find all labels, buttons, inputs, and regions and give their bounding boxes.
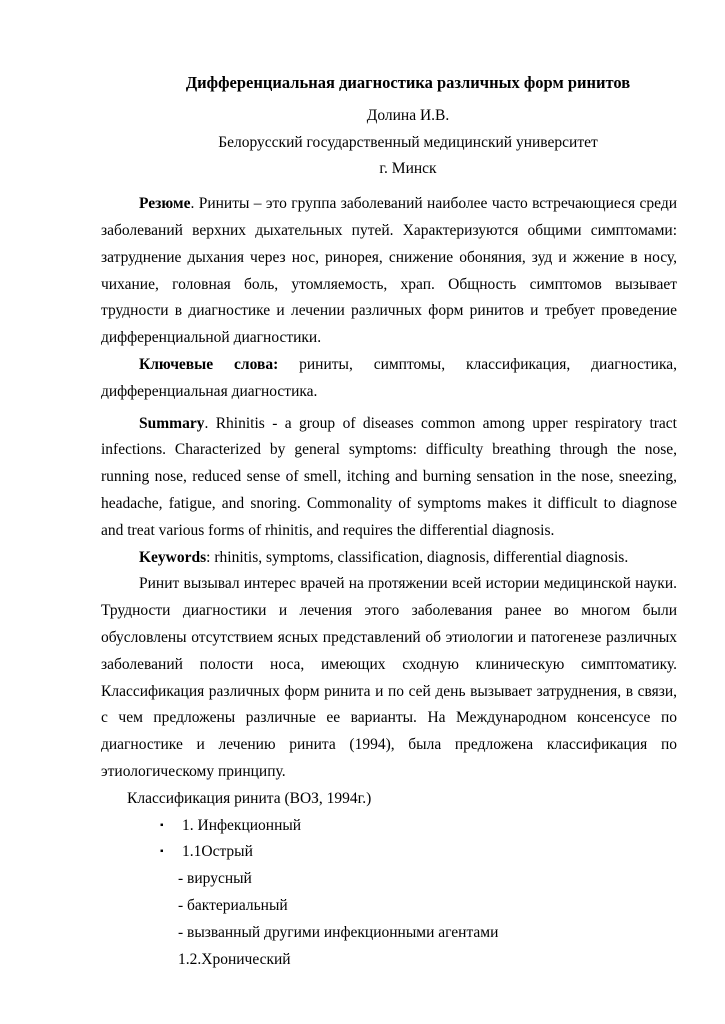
list-item-text: - вирусный <box>178 870 252 888</box>
abstract-en-label: Summary <box>139 414 205 432</box>
list-item <box>101 866 677 893</box>
keywords-en-text: : rhinitis, symptoms, classification, diagnosis, differential diagnosis. <box>206 548 629 566</box>
square-bullet-icon: ▪ <box>160 846 164 858</box>
keywords-ru-paragraph <box>101 352 677 406</box>
list-item-text: - вызванный другими инфекционными агентами <box>178 923 499 941</box>
list-item <box>101 813 677 840</box>
author-line: Долина И.В. <box>366 106 450 124</box>
classification-heading: Классификация ринита (ВОЗ, 1994г.) <box>127 789 372 807</box>
list-item-text: - бактериальный <box>178 896 288 914</box>
page-title: Дифференциальная диагностика различных форм ринитов <box>185 73 631 92</box>
list-item <box>101 893 677 920</box>
list-item <box>101 947 677 974</box>
square-bullet-icon: ▪ <box>160 819 164 831</box>
intro-paragraph: Ринит вызывал интерес врачей на протяжении всей истории медицинской науки. Трудности диагностики и лечения этого заболевания ранее во многом были обусловлены отсутствием ясных представлений об этиологии и патогенезе различных заболеваний полости носа, имеющих сходную клиническую симптоматику. Классификация различных форм ринита и по сей день вызывает затруднения, в связи, с чем предложены различные ее варианты. На Международном консенсусе по диагностике и лечению ринита (1994), была предложена классификация по этиологическому принципу. <box>101 575 677 780</box>
keywords-en-paragraph <box>101 545 677 572</box>
affiliation-line: Белорусский государственный медицинский университет <box>218 133 598 151</box>
abstract-ru-paragraph <box>101 191 677 352</box>
keywords-ru-text: риниты, симптомы, классификация, диагностика, дифференциальная диагностика. <box>101 355 677 400</box>
abstract-ru-text: . Риниты – это группа заболеваний наиболее часто встречающиеся среди заболеваний верхних дыхательных путей. Характеризуются общими симптомами: затруднение дыхания через нос, ринорея, снижение обоняния, зуд и жжение в носу, чихание, головная боль, утомляемость, храп. Общность симптомов вызывает трудности в диагностике и лечении различных форм ринитов и требует проведение дифференциальной диагностики. <box>101 195 677 347</box>
abstract-en-paragraph <box>101 411 677 545</box>
list-item <box>101 920 677 947</box>
document-content <box>101 70 677 973</box>
list-item-text: 1. Инфекционный <box>182 816 302 834</box>
keywords-en-label: Keywords <box>139 548 207 566</box>
classification-list <box>101 813 677 974</box>
list-item <box>101 839 677 866</box>
abstract-ru-label: Резюме <box>139 195 191 213</box>
city-line: г. Минск <box>379 160 437 178</box>
abstract-en-text: . Rhinitis - a group of diseases common among upper respiratory tract infections. Characterized by general symptoms: difficulty breathing through the nose, running nose, reduced sense of smell, itching and burning sensation in the nose, sneezing, headache, fatigue, and snoring. Commonality of symptoms makes it difficult to diagnose and treat various forms of rhinitis, and requires the differential diagnosis. <box>101 414 677 539</box>
list-item-text: 1.2.Хронический <box>178 950 291 968</box>
keywords-ru-label: Ключевые слова: <box>139 355 279 373</box>
list-item-text: 1.1Острый <box>182 843 253 861</box>
